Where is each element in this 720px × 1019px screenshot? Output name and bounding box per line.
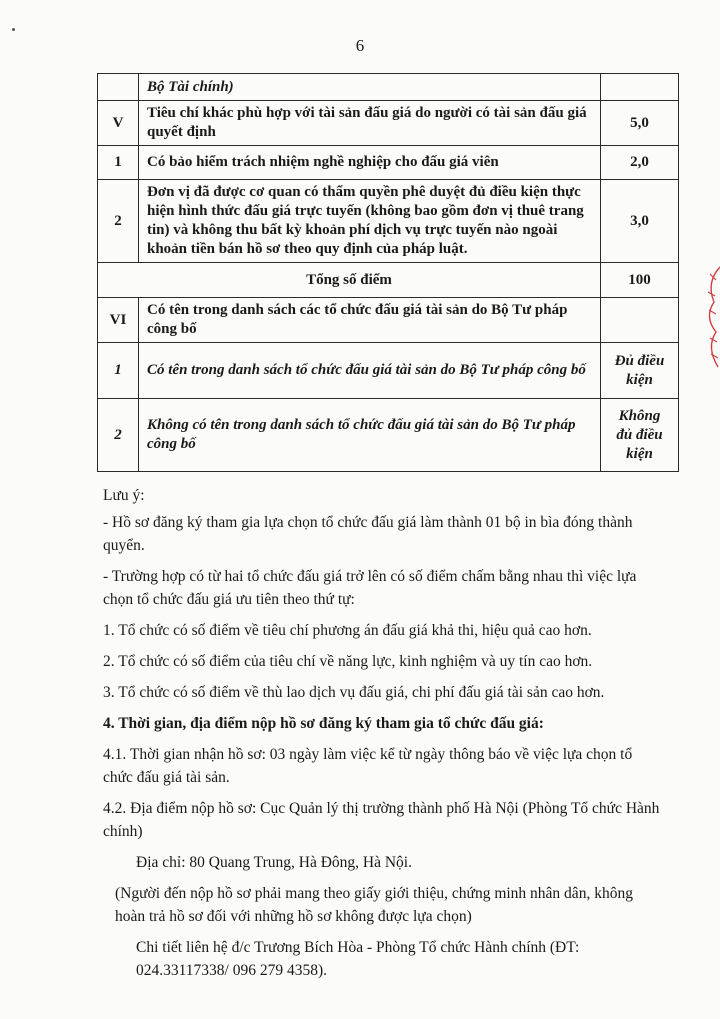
note-paragraph: - Trường hợp có từ hai tổ chức đấu giá trở lên có số điểm chấm bằng nhau thì việc lựa chọn tổ chức đấu giá ưu tiên theo thứ tự: [103, 568, 637, 608]
row-description: Đơn vị đã được cơ quan có thẩm quyền phê duyệt đủ điều kiện thực hiện hình thức đấu giá trực tuyến (không bao gồm đơn vị thuê trang tin) và không thu bất kỳ khoản phí dịch vụ trực tuyến nào ngoài khoản tiền bán hồ sơ theo quy định của pháp luật. [139, 180, 601, 263]
row-number: 1 [98, 343, 139, 399]
section-heading: 4. Thời gian, địa điểm nộp hồ sơ đăng ký tham gia tổ chức đấu giá: [103, 715, 544, 732]
priority-item: 3. Tổ chức có số điểm về thù lao dịch vụ đấu giá, chi phí đấu giá tài sản cao hơn. [103, 684, 605, 701]
row-score: 3,0 [601, 180, 679, 263]
row-score: Đủ điều kiện [601, 343, 679, 399]
total-label: Tổng số điểm [98, 263, 601, 298]
row-description: Có tên trong danh sách các tổ chức đấu giá tài sản do Bộ Tư pháp công bố [139, 298, 601, 343]
table-row [98, 399, 679, 472]
table-row [98, 74, 679, 101]
row-description: Không có tên trong danh sách tổ chức đấu giá tài sản do Bộ Tư pháp công bố [139, 399, 601, 472]
contact-line: Chi tiết liên hệ đ/c Trương Bích Hòa - Phòng Tổ chức Hành chính (ĐT: 024.33117338/ 096 279 4358). [136, 939, 580, 979]
row-description: Có bảo hiểm trách nhiệm nghề nghiệp cho đấu giá viên [139, 146, 601, 180]
notes-section [103, 484, 663, 990]
row-score [601, 298, 679, 343]
total-score: 100 [601, 263, 679, 298]
row-number [98, 74, 139, 101]
item-paragraph: 4.1. Thời gian nhận hồ sơ: 03 ngày làm việc kể từ ngày thông báo về việc lựa chọn tổ chức đấu giá tài sản. [103, 746, 633, 786]
row-description: Bộ Tài chính) [139, 74, 601, 101]
address-line: Địa chỉ: 80 Quang Trung, Hà Đông, Hà Nội. [136, 854, 412, 871]
criteria-table [97, 73, 679, 472]
row-number: VI [98, 298, 139, 343]
total-row [98, 263, 679, 298]
scan-speck [12, 28, 15, 31]
notes-heading: Lưu ý: [103, 487, 145, 504]
stamp-edge-mark [700, 262, 720, 372]
table-row [98, 146, 679, 180]
row-score [601, 74, 679, 101]
table-row [98, 101, 679, 146]
table-row [98, 298, 679, 343]
table-row [98, 343, 679, 399]
row-description: Tiêu chí khác phù hợp với tài sản đấu giá do người có tài sản đấu giá quyết định [139, 101, 601, 146]
page-number: 6 [355, 36, 365, 55]
row-description: Có tên trong danh sách tổ chức đấu giá tài sản do Bộ Tư pháp công bố [139, 343, 601, 399]
row-number: 1 [98, 146, 139, 180]
priority-item: 1. Tổ chức có số điểm về tiêu chí phương án đấu giá khả thi, hiệu quả cao hơn. [103, 622, 592, 639]
table-row [98, 180, 679, 263]
row-number: 2 [98, 180, 139, 263]
row-number: 2 [98, 399, 139, 472]
row-score: 2,0 [601, 146, 679, 180]
priority-item: 2. Tổ chức có số điểm của tiêu chí về năng lực, kinh nghiệm và uy tín cao hơn. [103, 653, 593, 670]
note-paragraph: - Hồ sơ đăng ký tham gia lựa chọn tổ chức đấu giá làm thành 01 bộ in bìa đóng thành quyển. [103, 514, 633, 554]
item-paragraph: 4.2. Địa điểm nộp hồ sơ: Cục Quản lý thị trường thành phố Hà Nội (Phòng Tổ chức Hành chính) [103, 800, 660, 840]
row-score: Không đủ điều kiện [601, 399, 679, 472]
row-score: 5,0 [601, 101, 679, 146]
row-number: V [98, 101, 139, 146]
requirement-note: (Người đến nộp hồ sơ phải mang theo giấy giới thiệu, chứng minh nhân dân, không hoàn trả hồ sơ đối với những hồ sơ không được lựa chọn) [115, 885, 633, 925]
